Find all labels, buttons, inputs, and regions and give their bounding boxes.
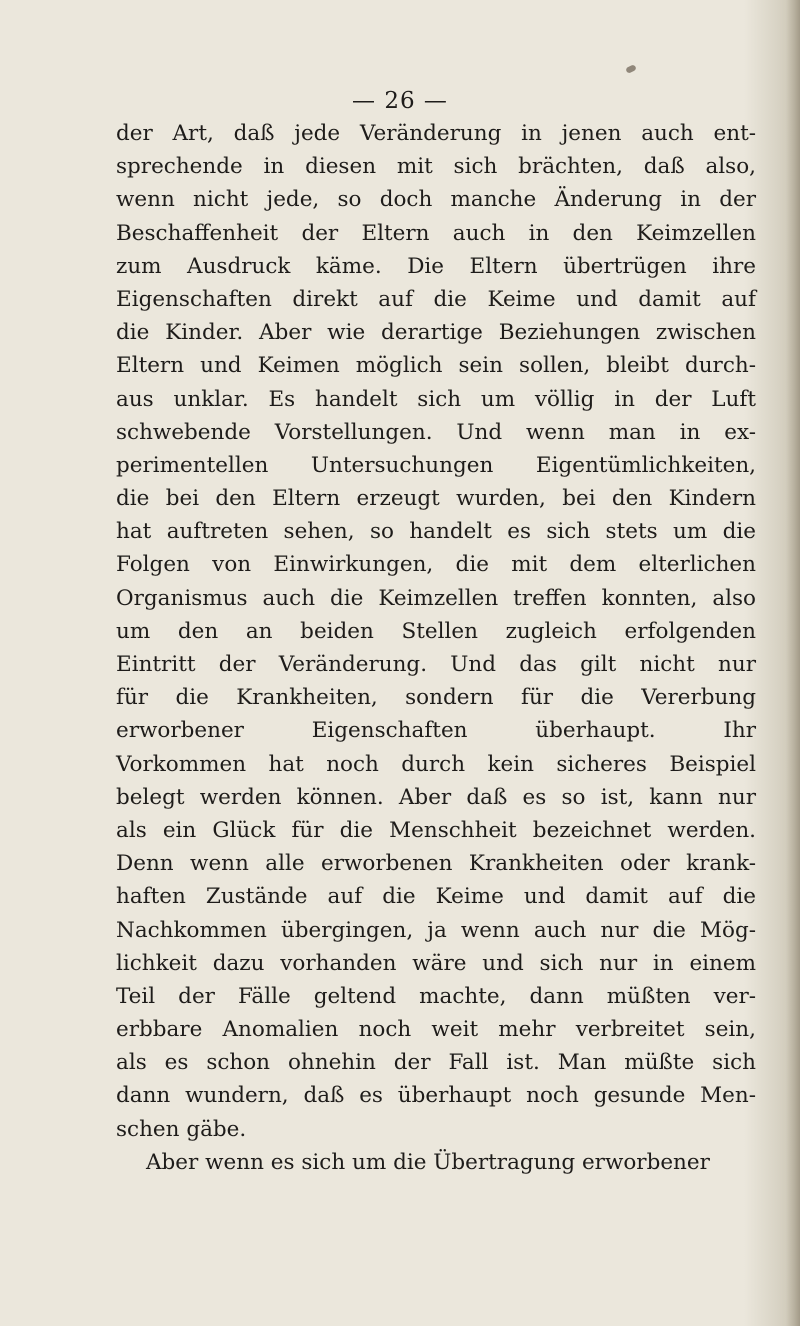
text-line: aus unklar. Es handelt sich um völlig in der Luft [116, 386, 756, 412]
text-line: Nachkommen übergingen, ja wenn auch nur die Mög- [116, 917, 756, 943]
page-edge-shadow [786, 0, 800, 1326]
text-line: sprechende in diesen mit sich brächten, daß also, [116, 154, 756, 180]
text-line-paragraph-end: schen gäbe. [116, 1116, 247, 1142]
text-line: für die Krankheiten, sondern für die Vererbung [116, 685, 756, 711]
text-line: wenn nicht jede, so doch manche Änderung in der [116, 187, 756, 213]
text-line: die Kinder. Aber wie derartige Beziehungen zwischen [116, 320, 756, 346]
text-line: schwebende Vorstellungen. Und wenn man in ex- [116, 419, 756, 445]
page-number: — 26 — [352, 88, 448, 114]
text-line: haften Zustände auf die Keime und damit auf die [116, 884, 756, 910]
text-line: erworbener Eigenschaften überhaupt. Ihr [116, 718, 756, 744]
text-line: Eigenschaften direkt auf die Keime und damit auf [116, 286, 756, 312]
text-line: Eintritt der Veränderung. Und das gilt nicht nur [116, 652, 756, 677]
text-line: Folgen von Einwirkungen, die mit dem elterlichen [116, 552, 756, 578]
ink-speck [625, 64, 637, 74]
text-line: dann wundern, daß es überhaupt noch gesunde Men- [116, 1083, 756, 1109]
text-line: belegt werden können. Aber daß es so ist, kann nur [116, 784, 756, 810]
text-line: Beschaffenheit der Eltern auch in den Keimzellen [116, 220, 756, 246]
text-line: hat auftreten sehen, so handelt es sich stets um die [116, 519, 756, 545]
text-line: erbbare Anomalien noch weit mehr verbreitet sein, [116, 1017, 756, 1043]
text-line-paragraph-start: Aber wenn es sich um die Übertragung erworbener [146, 1149, 710, 1175]
text-line: als ein Glück für die Menschheit bezeichnet werden. [116, 817, 756, 843]
text-line: Denn wenn alle erworbenen Krankheiten oder krank- [116, 851, 756, 877]
text-line: um den an beiden Stellen zugleich erfolgenden [116, 618, 756, 644]
text-line: Eltern und Keimen möglich sein sollen, bleibt durch- [116, 353, 756, 379]
text-line: die bei den Eltern erzeugt wurden, bei den Kindern [116, 486, 756, 512]
text-line: Teil der Fälle geltend machte, dann müßten ver- [116, 983, 756, 1009]
body-text [116, 117, 756, 1179]
text-line: Vorkommen hat noch durch kein sicheres Beispiel [116, 751, 756, 777]
text-line: perimentellen Untersuchungen Eigentümlichkeiten, [116, 452, 756, 478]
text-line: Organismus auch die Keimzellen treffen konnten, also [116, 585, 756, 611]
text-line: zum Ausdruck käme. Die Eltern übertrügen ihre [116, 253, 756, 279]
text-line: der Art, daß jede Veränderung in jenen auch ent- [116, 121, 756, 146]
text-line: lichkeit dazu vorhanden wäre und sich nur in einem [116, 950, 756, 976]
text-line: als es schon ohnehin der Fall ist. Man müßte sich [116, 1050, 756, 1076]
